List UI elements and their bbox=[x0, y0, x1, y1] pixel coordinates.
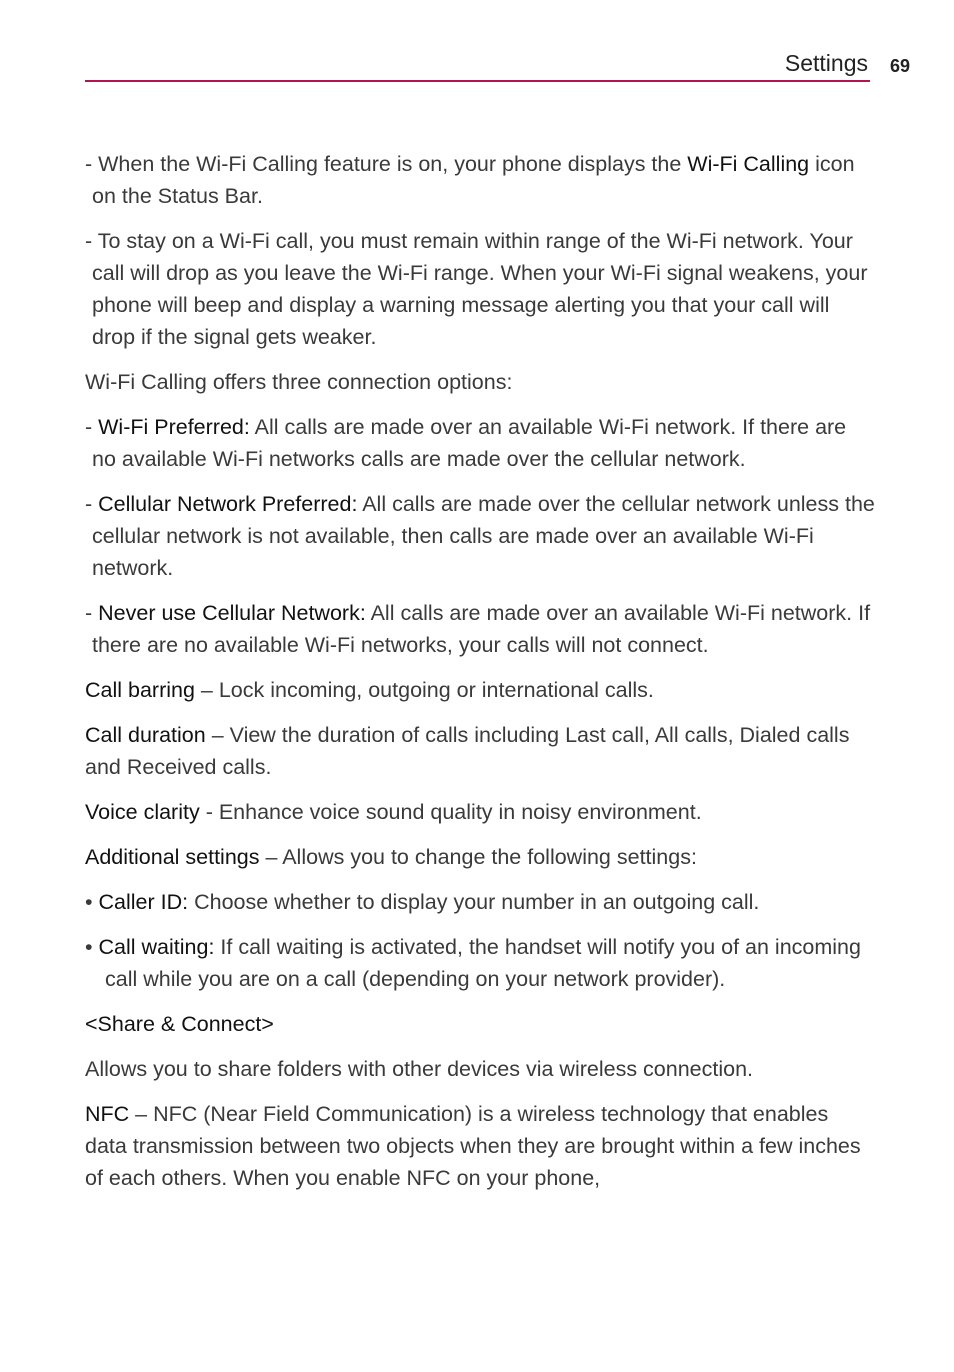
wifi-note-range: - To stay on a Wi-Fi call, you must remain within range of the Wi-Fi network. Your call will drop as you leave the Wi-Fi range. When your Wi-Fi signal weakens, your phone will beep and display a warning message alerting you that your call will drop if the signal gets weaker. bbox=[85, 229, 868, 349]
setting-text: - Enhance voice sound quality in noisy environment. bbox=[199, 800, 702, 824]
option-text: All calls are made over an available Wi-Fi network. If there are no available Wi-Fi networks, your calls will not connect. bbox=[92, 601, 871, 657]
bullet-icon: • bbox=[85, 890, 99, 914]
nfc-text: – NFC (Near Field Communication) is a wireless technology that enables data transmission between two objects when they are brought within a few inches of each others. When you enable NFC on your phone, bbox=[85, 1102, 861, 1190]
option-dash: - bbox=[85, 415, 99, 439]
setting-text: – Lock incoming, outgoing or international calls. bbox=[194, 678, 654, 702]
page-header bbox=[85, 48, 870, 82]
option-wifi-preferred bbox=[85, 411, 875, 475]
option-cellular-preferred bbox=[85, 488, 875, 584]
setting-term: Call duration bbox=[85, 723, 206, 747]
setting-text: – View the duration of calls including Last call, All calls, Dialed calls and Received calls. bbox=[85, 723, 850, 779]
setting-call-barring bbox=[85, 674, 875, 706]
option-text: All calls are made over the cellular network unless the cellular network is not available, then calls are made over an available Wi-Fi network. bbox=[92, 492, 875, 580]
options-intro: Wi-Fi Calling offers three connection options: bbox=[85, 370, 513, 394]
option-dash: - bbox=[85, 601, 99, 625]
option-term: Cellular Network Preferred: bbox=[98, 492, 358, 516]
option-dash: - bbox=[85, 492, 99, 516]
bullet-term: Call waiting: bbox=[98, 935, 215, 959]
option-term: Never use Cellular Network: bbox=[98, 601, 366, 625]
setting-additional bbox=[85, 841, 875, 873]
additional-call-waiting bbox=[85, 931, 875, 995]
setting-term: Additional settings bbox=[85, 845, 260, 869]
additional-caller-id bbox=[85, 886, 875, 918]
note-text: icon on the Status Bar. bbox=[92, 152, 855, 208]
option-never-cellular bbox=[85, 597, 875, 661]
section-title: Settings bbox=[784, 50, 868, 76]
nfc-term: NFC bbox=[85, 1102, 130, 1126]
setting-voice-clarity bbox=[85, 796, 875, 828]
option-term: Wi-Fi Preferred: bbox=[98, 415, 250, 439]
bullet-text: Choose whether to display your number in an outgoing call. bbox=[188, 890, 760, 914]
setting-term: Voice clarity bbox=[85, 800, 200, 824]
wifi-note-icon-status bbox=[85, 148, 875, 212]
bullet-term: Caller ID: bbox=[98, 890, 189, 914]
share-connect-heading: <Share & Connect> bbox=[85, 1012, 274, 1036]
setting-text: – Allows you to change the following settings: bbox=[259, 845, 697, 869]
bullet-text: If call waiting is activated, the handset will notify you of an incoming call while you are on a call (depending on your network provider). bbox=[105, 935, 861, 991]
note-term: Wi-Fi Calling bbox=[687, 152, 810, 176]
note-text: - When the Wi-Fi Calling feature is on, your phone displays the bbox=[85, 152, 688, 176]
setting-call-duration bbox=[85, 719, 875, 783]
share-intro: Allows you to share folders with other devices via wireless connection. bbox=[85, 1057, 754, 1081]
bullet-icon: • bbox=[85, 935, 99, 959]
page-number: 69 bbox=[890, 56, 911, 76]
option-text: All calls are made over an available Wi-Fi network. If there are no available Wi-Fi networks calls are made over the cellular network. bbox=[92, 415, 847, 471]
page-body bbox=[85, 148, 875, 1207]
nfc-description bbox=[85, 1098, 875, 1194]
setting-term: Call barring bbox=[85, 678, 195, 702]
